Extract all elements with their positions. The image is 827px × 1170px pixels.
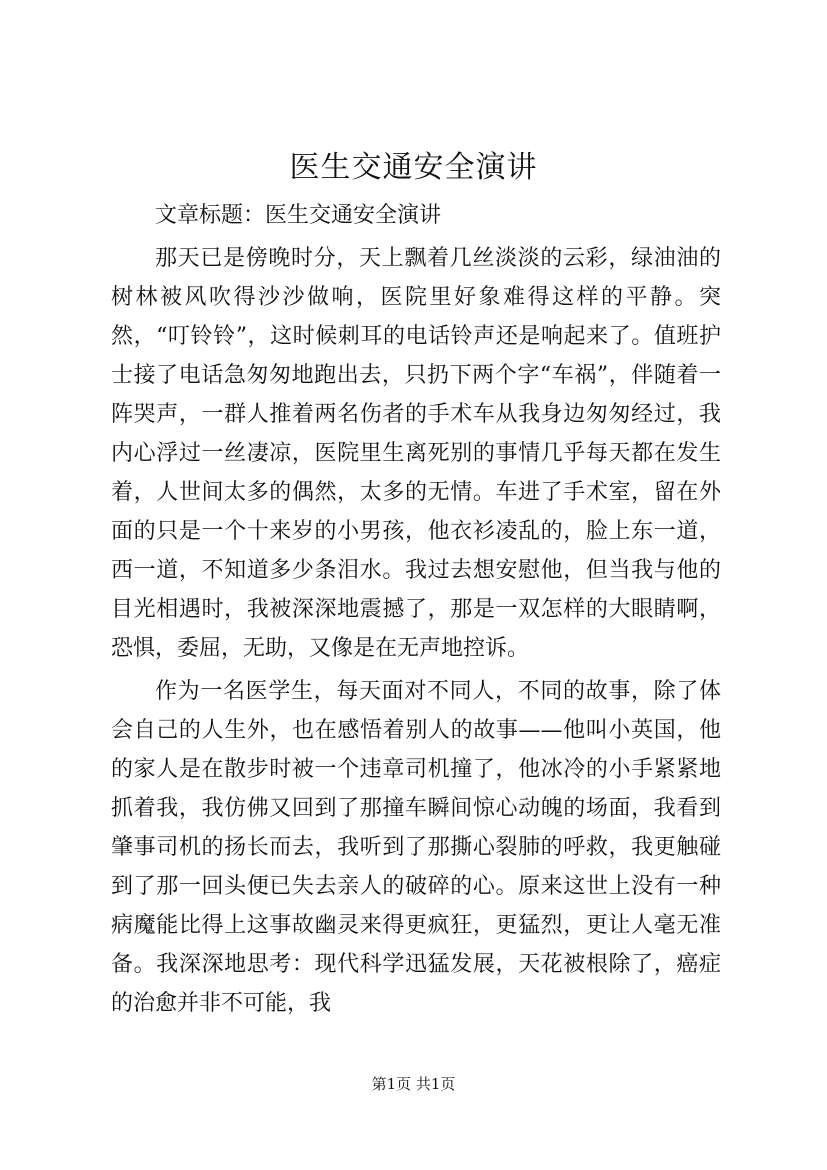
article-title-line: 文章标题：医生交通安全演讲: [155, 203, 442, 228]
page-footer: 第1页 共1页: [371, 1075, 456, 1093]
paragraph-2: 作为一名医学生，每天面对不同人，不同的故事，除了体会自己的人生外，也在感悟着别人的故事——他叫小英国，他的家人是在散步时被一个违章司机撞了，他冰冷的小手紧紧地抓着我，我仿佛又回到了那撞车瞬间惊心动魄的场面，我看到肇事司机的扬长而去，我听到了那撕心裂肺的呼救，我更触碰到了那一回头便已失去亲人的破碎的心。原来这世上没有一种病魔能比得上这事故幽灵来得更疯狂，更猛烈，更让人毫无准备。我深深地思考：现代科学迅猛发展，天花被根除了，癌症的治愈并非不可能，我: [111, 679, 721, 1016]
document-body: [111, 196, 721, 1023]
document-title: 医生交通安全演讲: [289, 150, 538, 185]
paragraph-1: 那天已是傍晚时分，天上飘着几丝淡淡的云彩，绿油油的树林被风吹得沙沙做响，医院里好象难得这样的平静。突然，“叮铃铃”，这时候刺耳的电话铃声还是响起来了。值班护士接了电话急匆匆地跑出去，只扔下两个字“车祸”，伴随着一阵哭声，一群人推着两名伤者的手术车从我身边匆匆经过，我内心浮过一丝凄凉，医院里生离死别的事情几乎每天都在发生着，人世间太多的偶然，太多的无情。车进了手术室，留在外面的只是一个十来岁的小男孩，他衣衫凌乱的，脸上东一道，西一道，不知道多少条泪水。我过去想安慰他，但当我与他的目光相遇时，我被深深地震撼了，那是一双怎样的大眼睛啊，恐惧，委屈，无助，又像是在无声地控诉。: [111, 246, 721, 661]
